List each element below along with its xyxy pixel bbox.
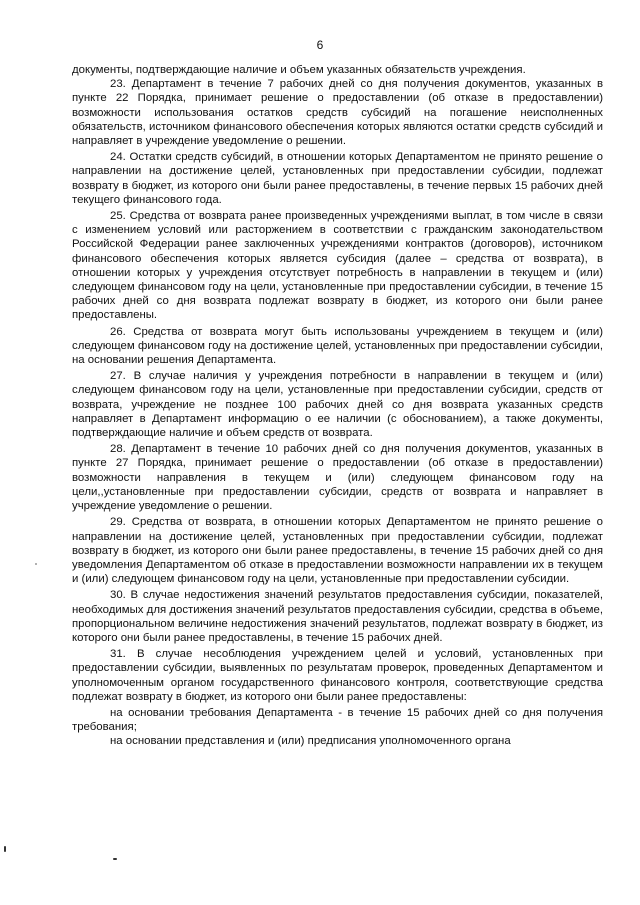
paragraph-31: 31. В случае несоблюдения учреждением целей и условий, установленных при предоставлении субсидии, выявленных по результатам проверок, проведенных Департаментом и уполномоченным органом государственного финансового контроля, соответствующие средства подлежат возврату в бюджет, из которого они были ранее предоставлены: [72,648,603,703]
scan-artifact-margin [35,563,37,565]
paragraph-24: 24. Остатки средств субсидий, в отношении которых Департаментом не принято решение о направлении на достижение целей, установленных при предоставлении субсидии, подлежат возврату в бюджет, из которого они были ранее предоставлены, в течение первых 15 рабочих дней текущего финансового года. [72,151,603,206]
paragraph-27: 27. В случае наличия у учреждения потребности в направлении в текущем и (или) следующем финансовом году на цели, установленные при предоставлении субсидии, средств от возврата, учреждение не позднее 100 рабочих дней со дня возврата указанных средств направляет в Департамент информацию о ее наличии (с обоснованием), а также документы, подтверждающие наличие и объем средств от возврата. [72,370,603,440]
page-number: 6 [316,38,324,52]
paragraph-23: 23. Департамент в течение 7 рабочих дней со дня получения документов, указанных в пункте 22 Порядка, принимает решение о предоставлении (об отказе в предоставлении) возможности использования остатков средств субсидий на погашение неисполненных обязательств, источником финансового обеспечения которых являются остатки средств субсидий и направляет в учреждение уведомление о решении. [72,78,603,148]
paragraph-29: 29. Средства от возврата, в отношении которых Департаментом не принято решение о направлении на достижение целей, установленных при предоставлении субсидии, подлежат возврату в бюджет, из которого они были ранее предоставлены, в течение 15 рабочих дней со дня уведомления Департаментом об отказе в предоставлении возможности направлении их в текущем и (или) следующем финансовом году на цели, установленные при предоставлении субсидии. [72,516,603,586]
scan-artifact-bottom [113,858,117,860]
document-body [72,63,603,749]
paragraph-continuation: документы, подтверждающие наличие и объем указанных обязательств учреждения. [72,64,526,76]
paragraph-26: 26. Средства от возврата могут быть использованы учреждением в текущем и (или) следующем финансовом году на достижение целей, установленных при предоставлении субсидии, на основании решения Департамента. [72,325,603,367]
paragraph-28: 28. Департамент в течение 10 рабочих дней со дня получения документов, указанных в пункте 27 Порядка, принимает решение о предоставлении (об отказе в предоставлении) возможности направления в текущем и (или) следующем финансовом году на цели,,установленные при предоставлении субсидии, средств от возврата и направляет в учреждение уведомление о решении. [72,443,603,513]
paragraph-31-item-1: на основании требования Департамента - в течение 15 рабочих дней со дня получения требования; [72,706,603,734]
scan-artifact-left [4,846,6,852]
paragraph-30: 30. В случае недостижения значений результатов предоставления субсидии, показателей, необходимых для достижения значений результатов предоставления субсидии, средства в объеме, пропорциональном величине недостижения значений результатов, подлежат возврату в бюджет, из которого они были ранее предоставлены, в течение 15 рабочих дней. [72,589,603,644]
paragraph-31-item-2: на основании представления и (или) предписания уполномоченного органа [110,735,511,748]
paragraph-25: 25. Средства от возврата ранее произведенных учреждениями выплат, в том числе в связи с изменением условий или расторжением в соответствии с гражданским законодательством Российской Федерации ранее заключенных учреждениями контрактов (договоров), источником финансового обеспечения которых является субсидия (далее – средства от возврата), в отношении которых у учреждения отсутствует потребность в направлении в текущем и (или) следующем финансовом году на цели, установленные при предоставлении субсидии, в течение 15 рабочих дней со дня возврата подлежат возврату в бюджет, из которого они были ранее предоставлены. [72,210,603,322]
